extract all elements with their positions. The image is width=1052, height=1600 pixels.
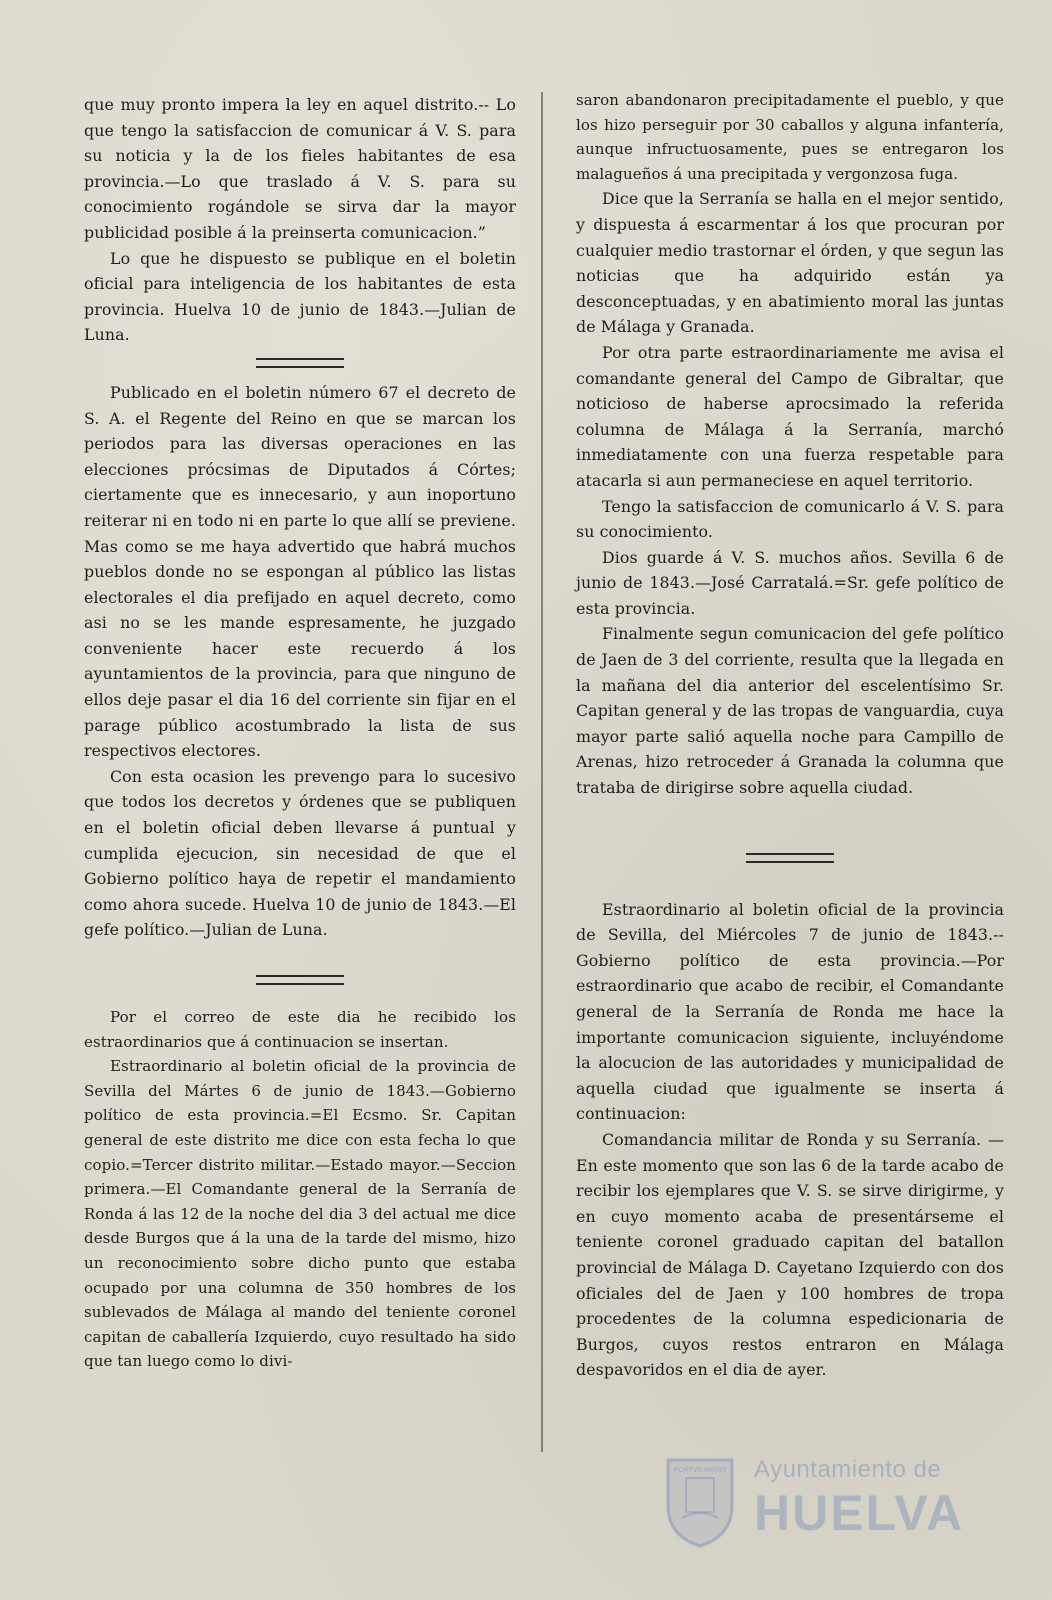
- left-paragraph-6: Estraordinario al boletin oficial de la provincia de Sevilla del Mártes 6 de junio de 1843.—Gobierno político de esta provincia.=El Ecsmo. Sr. Capitan general de este distrito me dice con esta fecha lo que copio.=Tercer distrito militar.—Estado mayor.—Seccion primera.—El Comandante general de la Serranía de Ronda á las 12 de la noche del dia 3 del actual me dice desde Burgos que á la una de la tarde del mismo, hizo un reconocimiento sobre dicho punto que estaba ocupado por una columna de 350 hombres de los sublevados de Málaga al mando del teniente coronel capitan de caballería Izquierdo, cuyo resultado ha sido que tan luego como lo divi-: [84, 1057, 516, 1371]
- right-paragraph-4: Tengo la satisfaccion de comunicarlo á V. S. para su conocimiento.: [576, 496, 1004, 542]
- right-paragraph-6: Finalmente segun comunicacion del gefe político de Jaen de 3 del corriente, resulta que la llegada en la mañana del dia anterior del escelentísimo Sr. Capitan general y de las tropas de vanguardia, cuya mayor parte salió aquella noche para Campillo de Arenas, hizo retroceder á Granada la columna que trataba de dirigirse sobre aquella ciudad.: [576, 624, 1004, 798]
- right-paragraph-7: Estraordinario al boletin oficial de la provincia de Sevilla, del Miércoles 7 de junio de 1843.-- Gobierno político de esta provincia.—Por estraordinario que acabo de recibir, el Comandante general de la Serranía de Ronda me hace la importante comunicacion siguiente, incluyéndome la alocucion de las autoridades y municipalidad de aquella ciudad que igualmente se inserta á continuacion:: [576, 899, 1004, 1124]
- right-paragraph-3: Por otra parte estraordinariamente me avisa el comandante general del Campo de Gibraltar, que noticioso de haberse aprocsimado la referida columna de Málaga á la Serranía, marchó inmediatamente con una fuerza respetable para atacarla si aun permaneciese en aquel territorio.: [576, 342, 1004, 490]
- left-column: [84, 92, 516, 1374]
- right-paragraph-8: Comandancia militar de Ronda y su Serranía. —En este momento que son las 6 de la tarde acabo de recibir los ejemplares que V. S. se sirve dirigirme, y en cuyo momento acaba de presentárseme el teniente coronel graduado capitan del batallon provincial de Málaga D. Cayetano Izquierdo con dos oficiales del de Jaen y 100 hombres de tropa procedentes de la columna espedicionaria de Burgos, cuyos restos entraron en Málaga despavoridos en el dia de ayer.: [576, 1129, 1004, 1380]
- seal-text: PORTVS MARIS: [673, 1467, 727, 1474]
- right-paragraph-2: Dice que la Serranía se halla en el mejor sentido, y dispuesta á escarmentar á los que procuran por cualquier medio trastornar el órden, y que segun las noticias que ha adquirido están ya desconceptuadas, y en abatimiento moral las juntas de Málaga y Granada.: [576, 189, 1004, 337]
- right-paragraph-1: saron abandonaron precipitadamente el pueblo, y que los hizo perseguir por 30 caballos y alguna infantería, aunque infructuosamente, pues se entregaron los malagueños á una precipitada y vergonzosa fuga.: [576, 91, 1004, 183]
- column-divider: [541, 92, 543, 1452]
- city-shield-icon: [662, 1456, 738, 1550]
- left-paragraph-3: Publicado en el boletin número 67 el decreto de S. A. el Regente del Reino en que se marcan los periodos para las diversas operaciones en las elecciones prócsimas de Diputados á Córtes; ciertamente que es innecesario, y aun inoportuno reiterar ni en todo ni en parte lo que allí se previene. Mas como se me haya advertido que habrá muchos pueblos donde no se espongan al público las listas electorales el dia prefijado en aquel decreto, como asi no se les mande espresamente, he juzgado conveniente hacer este recuerdo á los ayuntamientos de la provincia, para que ninguno de ellos deje pasar el dia 16 del corriente sin fijar en el parage público acostumbrado la lista de sus respectivos electores.: [84, 382, 516, 761]
- left-paragraph-1: que muy pronto impera la ley en aquel distrito.-- Lo que tengo la satisfaccion de comunicar á V. S. para su noticia y la de los fieles habitantes de esa provincia.—Lo que traslado á V. S. para su conocimiento rogándole se sirva dar la mayor publicidad posible á la preinserta comunicacion.”: [84, 95, 516, 242]
- right-paragraph-5: Dios guarde á V. S. muchos años. Sevilla 6 de junio de 1843.—José Carratalá.=Sr. gefe político de esta provincia.: [576, 547, 1004, 618]
- left-paragraph-5: Por el correo de este dia he recibido los estraordinarios que á continuacion se insertan.: [84, 1008, 516, 1051]
- section-separator: [256, 975, 344, 985]
- watermark-line-1: Ayuntamiento de: [754, 1456, 942, 1483]
- ayuntamiento-watermark: [662, 1454, 992, 1554]
- left-paragraph-4: Con esta ocasion les prevengo para lo sucesivo que todos los decretos y órdenes que se publiquen en el boletin oficial deben llevarse á puntual y cumplida ejecucion, sin necesidad de que el Gobierno político haya de repetir el mandamiento como ahora sucede. Huelva 10 de junio de 1843.—El gefe político.—Julian de Luna.: [84, 766, 516, 940]
- watermark-line-2: HUELVA: [754, 1485, 965, 1541]
- left-paragraph-2: Lo que he dispuesto se publique en el boletin oficial para inteligencia de los habitantes de esta provincia. Huelva 10 de junio de 1843.—Julian de Luna.: [84, 248, 516, 345]
- section-separator: [746, 853, 834, 863]
- right-column: [576, 88, 1004, 1383]
- section-separator: [256, 358, 344, 368]
